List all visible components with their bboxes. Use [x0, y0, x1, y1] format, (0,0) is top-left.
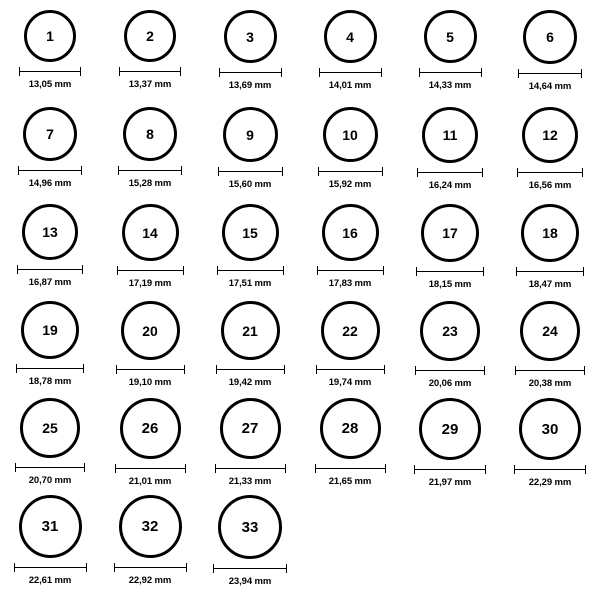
measure-line [419, 72, 482, 73]
measure-tick-left [318, 167, 319, 176]
ring-size-number: 6 [546, 29, 554, 45]
ring-size-number: 2 [146, 28, 154, 44]
diameter-measure-bar [415, 366, 485, 375]
diameter-label: 19,74 mm [328, 377, 372, 388]
ring-circle [424, 10, 477, 63]
measure-tick-left [317, 266, 318, 275]
ring-circle [522, 107, 578, 163]
measure-tick-right [180, 67, 181, 76]
ring-size-cell [300, 204, 400, 301]
measure-line [219, 72, 282, 73]
ring-circle [321, 301, 380, 360]
diameter-label: 22,29 mm [528, 477, 572, 488]
diameter-measure-bar [414, 465, 486, 474]
ring-size-cell [200, 301, 300, 398]
measure-line [414, 469, 486, 470]
measure-line [218, 171, 283, 172]
ring-size-number: 24 [542, 323, 558, 339]
ring-circle [221, 301, 280, 360]
diameter-measure-bar [318, 167, 383, 176]
ring-circle [123, 107, 177, 161]
ring-size-cell [0, 495, 100, 592]
ring-circle [520, 301, 580, 361]
measure-line [215, 468, 286, 469]
measure-line [417, 172, 483, 173]
measure-tick-right [584, 366, 585, 375]
ring-size-cell [0, 398, 100, 495]
diameter-measure-bar [317, 266, 384, 275]
measure-tick-left [514, 465, 515, 474]
ring-size-number: 1 [46, 28, 54, 44]
measure-tick-right [484, 366, 485, 375]
measure-tick-left [517, 168, 518, 177]
ring-size-number: 28 [341, 420, 359, 437]
diameter-label: 19,42 mm [228, 377, 272, 388]
measure-tick-right [482, 168, 483, 177]
measure-tick-left [14, 563, 15, 572]
measure-tick-right [84, 463, 85, 472]
measure-line [216, 369, 285, 370]
diameter-label: 14,01 mm [328, 80, 372, 91]
diameter-label: 22,92 mm [128, 575, 172, 586]
diameter-measure-bar [119, 67, 181, 76]
diameter-measure-bar [518, 69, 582, 78]
diameter-label: 21,65 mm [328, 476, 372, 487]
measure-tick-right [485, 465, 486, 474]
ring-circle [120, 398, 181, 459]
diameter-measure-bar [117, 266, 184, 275]
ring-size-cell [0, 204, 100, 301]
ring-size-number: 23 [442, 323, 458, 339]
diameter-label: 15,60 mm [228, 179, 272, 190]
measure-line [416, 271, 484, 272]
diameter-label: 18,15 mm [428, 279, 472, 290]
diameter-measure-bar [514, 465, 586, 474]
diameter-measure-bar [315, 464, 386, 473]
ring-size-number: 18 [542, 225, 558, 241]
measure-line [515, 370, 585, 371]
measure-tick-left [16, 364, 17, 373]
ring-size-cell [300, 398, 400, 495]
ring-size-cell [500, 10, 600, 107]
measure-tick-right [286, 564, 287, 573]
ring-circle [19, 495, 82, 558]
diameter-label: 13,37 mm [128, 79, 172, 90]
measure-tick-left [415, 366, 416, 375]
measure-tick-left [518, 69, 519, 78]
diameter-measure-bar [15, 463, 85, 472]
measure-line [318, 171, 383, 172]
ring-circle [519, 398, 581, 460]
diameter-label: 17,19 mm [128, 278, 172, 289]
ring-size-cell [200, 10, 300, 107]
diameter-measure-bar [216, 365, 285, 374]
measure-line [316, 369, 385, 370]
ring-circle [20, 398, 80, 458]
diameter-label: 19,10 mm [128, 377, 172, 388]
ring-size-cell [200, 204, 300, 301]
diameter-measure-bar [219, 68, 282, 77]
diameter-measure-bar [115, 464, 186, 473]
measure-line [517, 172, 583, 173]
ring-size-number: 27 [241, 420, 259, 437]
ring-size-cell [300, 301, 400, 398]
ring-circle [324, 10, 377, 63]
measure-tick-left [115, 464, 116, 473]
ring-size-cell [0, 107, 100, 204]
diameter-label: 18,78 mm [28, 376, 72, 387]
ring-size-cell [200, 107, 300, 204]
diameter-label: 23,94 mm [228, 576, 272, 587]
diameter-label: 17,83 mm [328, 278, 372, 289]
measure-line [319, 72, 382, 73]
ring-size-number: 15 [242, 224, 258, 241]
ring-circle [119, 495, 182, 558]
ring-circle [23, 107, 77, 161]
measure-tick-right [285, 464, 286, 473]
ring-size-cell [400, 301, 500, 398]
ring-size-number: 5 [446, 28, 454, 45]
measure-tick-left [316, 365, 317, 374]
diameter-label: 14,64 mm [528, 81, 572, 92]
diameter-label: 20,70 mm [28, 475, 72, 486]
diameter-measure-bar [217, 266, 284, 275]
ring-size-number: 8 [146, 126, 154, 142]
measure-tick-left [119, 67, 120, 76]
ring-circle [220, 398, 281, 459]
ring-size-cell [300, 10, 400, 107]
measure-tick-right [483, 267, 484, 276]
diameter-label: 16,87 mm [28, 277, 72, 288]
measure-line [514, 469, 586, 470]
diameter-label: 21,33 mm [228, 476, 272, 487]
diameter-label: 15,28 mm [128, 178, 172, 189]
measure-tick-left [114, 563, 115, 572]
ring-circle [218, 495, 282, 559]
diameter-label: 15,92 mm [328, 179, 372, 190]
ring-size-cell [300, 107, 400, 204]
measure-tick-right [581, 69, 582, 78]
measure-tick-left [213, 564, 214, 573]
diameter-label: 13,69 mm [228, 80, 272, 91]
diameter-label: 20,06 mm [428, 378, 472, 389]
measure-line [315, 468, 386, 469]
measure-tick-right [82, 265, 83, 274]
ring-circle [322, 204, 379, 261]
diameter-measure-bar [517, 168, 583, 177]
diameter-label: 16,56 mm [528, 180, 572, 191]
diameter-measure-bar [215, 464, 286, 473]
measure-tick-right [385, 464, 386, 473]
measure-line [217, 270, 284, 271]
measure-tick-left [219, 68, 220, 77]
ring-size-number: 26 [141, 420, 159, 437]
ring-circle [121, 301, 180, 360]
measure-tick-left [19, 67, 20, 76]
measure-tick-left [17, 265, 18, 274]
ring-size-number: 20 [142, 322, 158, 339]
diameter-measure-bar [516, 267, 584, 276]
measure-tick-left [417, 168, 418, 177]
measure-line [16, 368, 84, 369]
ring-size-cell [100, 301, 200, 398]
measure-tick-left [15, 463, 16, 472]
ring-size-number: 29 [441, 420, 459, 438]
measure-tick-left [217, 266, 218, 275]
measure-tick-right [185, 464, 186, 473]
measure-tick-left [416, 267, 417, 276]
ring-circle [223, 107, 278, 162]
ring-size-cell [400, 204, 500, 301]
ring-circle [224, 10, 277, 63]
measure-tick-right [382, 167, 383, 176]
ring-size-cell [500, 204, 600, 301]
measure-tick-left [414, 465, 415, 474]
measure-tick-right [281, 68, 282, 77]
diameter-label: 20,38 mm [528, 378, 572, 389]
ring-size-number: 3 [246, 28, 254, 45]
measure-tick-left [118, 166, 119, 175]
diameter-label: 14,96 mm [28, 178, 72, 189]
ring-size-number: 4 [346, 28, 354, 45]
ring-size-cell [500, 107, 600, 204]
ring-circle [122, 204, 179, 261]
diameter-label: 17,51 mm [228, 278, 272, 289]
diameter-measure-bar [114, 563, 187, 572]
ring-circle [24, 10, 76, 62]
diameter-label: 14,33 mm [428, 80, 472, 91]
ring-size-cell [0, 10, 100, 107]
ring-size-number: 32 [141, 518, 159, 535]
measure-line [518, 73, 582, 74]
measure-line [116, 369, 185, 370]
ring-size-number: 17 [442, 225, 458, 241]
measure-tick-right [481, 68, 482, 77]
ring-size-cell [400, 398, 500, 495]
measure-tick-right [282, 167, 283, 176]
measure-line [516, 271, 584, 272]
ring-size-number: 33 [241, 518, 259, 536]
measure-tick-left [116, 365, 117, 374]
diameter-label: 16,24 mm [428, 180, 472, 191]
ring-size-number: 16 [342, 224, 358, 241]
measure-tick-right [384, 365, 385, 374]
diameter-label: 21,97 mm [428, 477, 472, 488]
ring-size-cell [200, 495, 300, 592]
ring-circle [124, 10, 176, 62]
diameter-measure-bar [218, 167, 283, 176]
measure-line [117, 270, 184, 271]
measure-tick-left [315, 464, 316, 473]
measure-tick-left [117, 266, 118, 275]
measure-line [118, 170, 182, 171]
measure-tick-left [419, 68, 420, 77]
diameter-measure-bar [319, 68, 382, 77]
ring-circle [419, 398, 481, 460]
ring-size-number: 14 [142, 224, 158, 241]
ring-size-number: 25 [42, 420, 58, 436]
ring-size-cell [100, 398, 200, 495]
measure-tick-right [186, 563, 187, 572]
ring-size-cell [100, 107, 200, 204]
ring-circle [422, 107, 478, 163]
measure-line [213, 568, 287, 569]
diameter-measure-bar [515, 366, 585, 375]
diameter-label: 21,01 mm [128, 476, 172, 487]
measure-tick-right [585, 465, 586, 474]
measure-tick-left [218, 167, 219, 176]
measure-tick-left [319, 68, 320, 77]
measure-tick-right [81, 166, 82, 175]
measure-tick-left [516, 267, 517, 276]
diameter-measure-bar [417, 168, 483, 177]
measure-line [415, 370, 485, 371]
ring-size-number: 9 [246, 126, 254, 143]
ring-circle [222, 204, 279, 261]
measure-tick-left [215, 464, 216, 473]
measure-tick-right [583, 267, 584, 276]
measure-tick-right [80, 67, 81, 76]
ring-circle [420, 301, 480, 361]
measure-tick-right [181, 166, 182, 175]
diameter-measure-bar [18, 166, 82, 175]
measure-line [14, 567, 87, 568]
ring-circle [22, 204, 78, 260]
diameter-measure-bar [116, 365, 185, 374]
measure-line [18, 170, 82, 171]
ring-size-number: 19 [42, 322, 58, 338]
measure-tick-right [183, 266, 184, 275]
measure-tick-right [582, 168, 583, 177]
diameter-label: 22,61 mm [28, 575, 72, 586]
ring-size-number: 30 [541, 420, 559, 438]
ring-size-number: 31 [41, 518, 59, 535]
ring-size-number: 12 [542, 127, 558, 143]
measure-tick-left [515, 366, 516, 375]
ring-size-cell [200, 398, 300, 495]
diameter-measure-bar [419, 68, 482, 77]
measure-tick-right [284, 365, 285, 374]
diameter-measure-bar [213, 564, 287, 573]
measure-line [115, 468, 186, 469]
ring-size-number: 13 [42, 224, 58, 240]
ring-size-number: 22 [342, 322, 358, 339]
measure-line [114, 567, 187, 568]
ring-circle [523, 10, 577, 64]
diameter-measure-bar [17, 265, 83, 274]
ring-size-cell [100, 495, 200, 592]
diameter-measure-bar [19, 67, 81, 76]
measure-tick-right [83, 364, 84, 373]
measure-line [19, 71, 81, 72]
diameter-label: 13,05 mm [28, 79, 72, 90]
ring-circle [323, 107, 378, 162]
ring-circle [521, 204, 579, 262]
diameter-measure-bar [14, 563, 87, 572]
measure-line [17, 269, 83, 270]
ring-circle [320, 398, 381, 459]
ring-size-cell [500, 398, 600, 495]
diameter-measure-bar [118, 166, 182, 175]
ring-size-cell [100, 10, 200, 107]
measure-tick-right [86, 563, 87, 572]
measure-tick-right [383, 266, 384, 275]
ring-size-cell [100, 204, 200, 301]
ring-size-number: 7 [46, 126, 54, 142]
measure-tick-right [184, 365, 185, 374]
ring-size-cell [500, 301, 600, 398]
measure-tick-right [381, 68, 382, 77]
diameter-measure-bar [16, 364, 84, 373]
diameter-measure-bar [316, 365, 385, 374]
measure-tick-left [18, 166, 19, 175]
measure-line [119, 71, 181, 72]
ring-size-number: 11 [442, 127, 458, 143]
ring-circle [21, 301, 79, 359]
measure-tick-right [283, 266, 284, 275]
measure-line [15, 467, 85, 468]
diameter-label: 18,47 mm [528, 279, 572, 290]
ring-size-number: 21 [242, 322, 258, 339]
measure-tick-left [216, 365, 217, 374]
ring-size-number: 10 [342, 126, 358, 143]
ring-circle [421, 204, 479, 262]
ring-size-cell [0, 301, 100, 398]
ring-size-cell [400, 107, 500, 204]
measure-line [317, 270, 384, 271]
diameter-measure-bar [416, 267, 484, 276]
ring-size-cell [400, 10, 500, 107]
